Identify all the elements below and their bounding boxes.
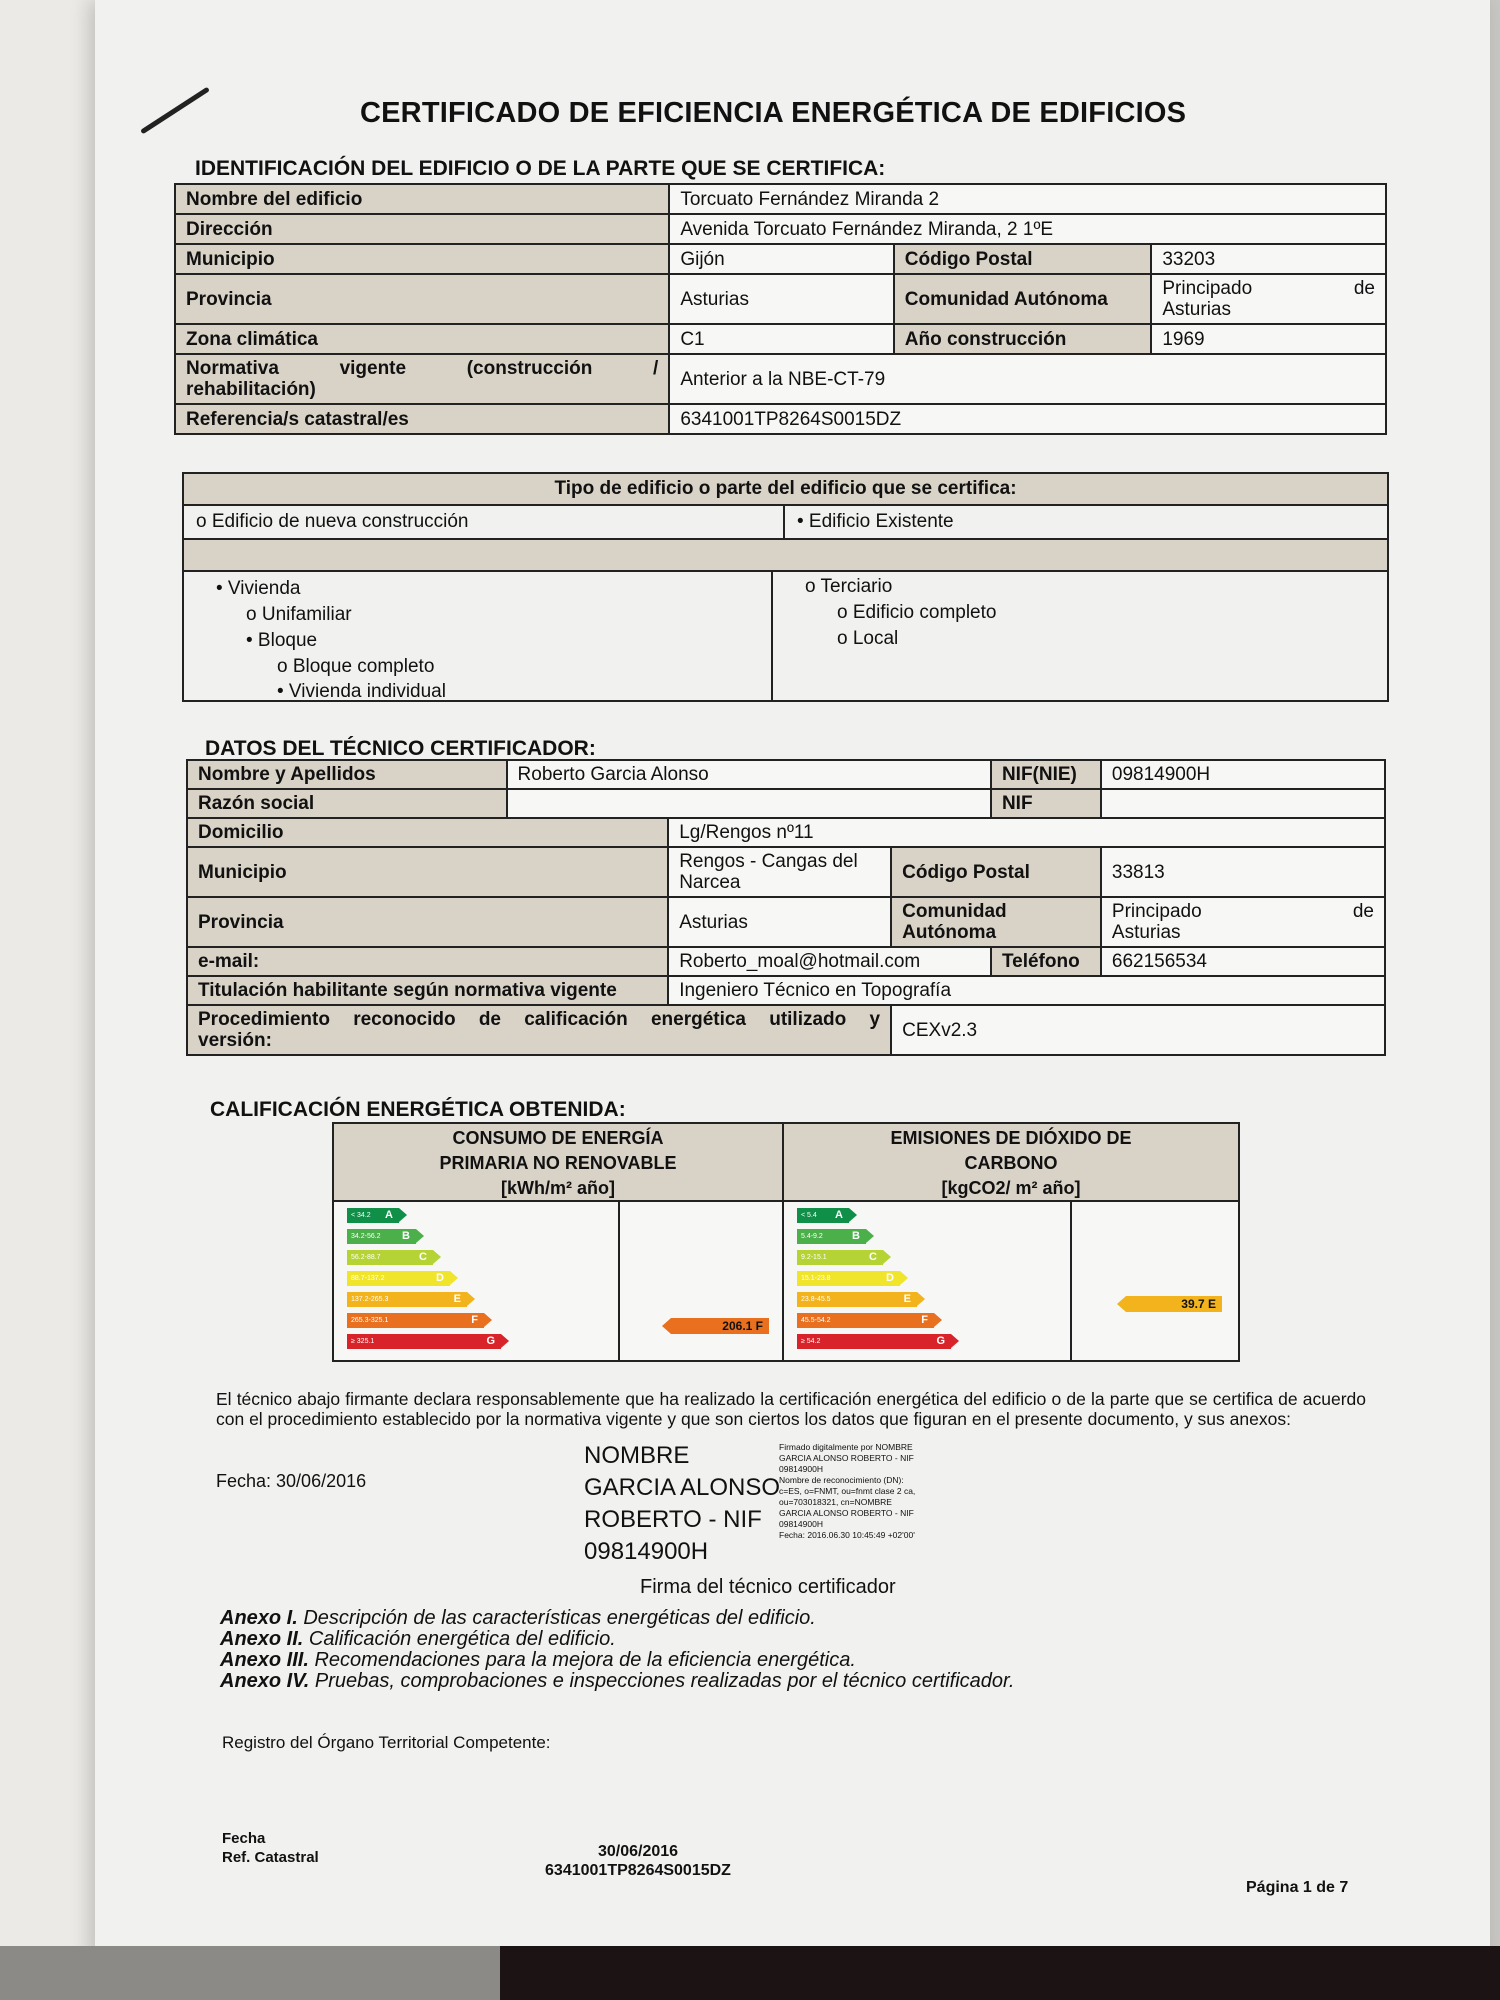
value-nombre-apellidos: Roberto Garcia Alonso [507, 760, 991, 789]
option-edificio-completo: o Edificio completo [837, 602, 997, 623]
scale-bar-f: 265.3-325.1 F [347, 1313, 484, 1328]
scale-bar-g: ≥ 325.1 G [347, 1334, 501, 1349]
value-codigo-postal: 33203 [1151, 244, 1386, 274]
declaration-text: El técnico abajo firmante declara responsablemente que ha realizado la certificación energética del edificio o de la parte que se certifica de acuerdo con el procedimiento establecido por la normativa vigente y que son ciertos los datos que figuran en el presente documento, y sus anexos: [216, 1389, 1366, 1429]
option-unifamiliar: o Unifamiliar [246, 604, 352, 625]
label-domicilio: Domicilio [187, 818, 668, 847]
section-heading-calificacion: CALIFICACIÓN ENERGÉTICA OBTENIDA: [210, 1098, 626, 1121]
label-normativa: Normativa vigente (construcción / rehabilitación) [175, 354, 669, 404]
label-provincia: Provincia [175, 274, 669, 324]
label-anio-construccion: Año construcción [894, 324, 1152, 354]
scale-bar-c: 9.2-15.1 C [797, 1250, 883, 1265]
scale-bar-d: 88.7-137.2 D [347, 1271, 450, 1286]
value-comunidad-autonoma: Principado de Asturias [1151, 274, 1386, 324]
digital-signature-name: NOMBRE GARCIA ALONSO ROBERTO - NIF 09814900H [584, 1442, 781, 1565]
footer-labels: Fecha Ref. Catastral [222, 1830, 319, 1866]
option-edificio-existente: • Edificio Existente [797, 511, 954, 532]
value-nif-nie: 09814900H [1101, 760, 1385, 789]
scale-bar-b: 5.4-9.2 B [797, 1229, 866, 1244]
label-telefono: Teléfono [991, 947, 1101, 976]
value-nif [1101, 789, 1385, 818]
consumo-header: CONSUMO DE ENERGÍA PRIMARIA NO RENOVABLE [kWh/m² año] [334, 1124, 784, 1202]
option-vivienda-individual: • Vivienda individual [277, 681, 446, 702]
label-municipio-tecnico: Municipio [187, 847, 668, 897]
emisiones-header: EMISIONES DE DIÓXIDO DE CARBONO [kgCO2/ m² año] [784, 1124, 1238, 1202]
scale-bar-a: < 5.4 A [797, 1208, 849, 1223]
tecnico-table [186, 759, 1386, 1056]
registro-label: Registro del Órgano Territorial Competente: [222, 1733, 551, 1752]
scale-bar-e: 23.8-45.5 E [797, 1292, 917, 1307]
label-nombre-apellidos: Nombre y Apellidos [187, 760, 507, 789]
label-referencia-catastral: Referencia/s catastral/es [175, 404, 669, 434]
value-direccion: Avenida Torcuato Fernández Miranda, 2 1ºE [669, 214, 1386, 244]
table-surface [0, 1946, 1500, 2000]
option-bloque-completo: o Bloque completo [277, 656, 435, 677]
page-underlay [0, 0, 110, 2000]
label-nombre-edificio: Nombre del edificio [175, 184, 669, 214]
value-codigo-postal-tecnico: 33813 [1101, 847, 1385, 897]
footer-values: 30/06/2016 6341001TP8264S0015DZ [545, 1843, 731, 1879]
value-anio-construccion: 1969 [1151, 324, 1386, 354]
anexo-item: Anexo III. Recomendaciones para la mejora de la eficiencia energética. [220, 1649, 856, 1671]
label-razon-social: Razón social [187, 789, 507, 818]
scale-bar-d: 15.1-23.8 D [797, 1271, 900, 1286]
section-heading-identificacion: IDENTIFICACIÓN DEL EDIFICIO O DE LA PARTE QUE SE CERTIFICA: [195, 157, 886, 180]
scale-bar-c: 56.2-88.7 C [347, 1250, 433, 1265]
value-email: Roberto_moal@hotmail.com [668, 947, 991, 976]
value-telefono: 662156534 [1101, 947, 1385, 976]
value-provincia: Asturias [669, 274, 893, 324]
value-domicilio: Lg/Rengos nº11 [668, 818, 1385, 847]
page-number: Página 1 de 7 [1246, 1879, 1349, 1896]
scale-bar-g: ≥ 54.2 G [797, 1334, 951, 1349]
value-municipio: Gijón [669, 244, 893, 274]
identificacion-table [174, 183, 1387, 435]
value-zona-climatica: C1 [669, 324, 893, 354]
value-provincia-tecnico: Asturias [668, 897, 891, 947]
label-titulacion: Titulación habilitante según normativa vigente [187, 976, 668, 1005]
label-comunidad-autonoma-tecnico: Comunidad Autónoma [891, 897, 1101, 947]
fecha-firma: Fecha: 30/06/2016 [216, 1471, 367, 1491]
scale-bar-a: < 34.2 A [347, 1208, 399, 1223]
option-terciario: o Terciario [805, 576, 893, 597]
tipo-heading: Tipo de edificio o parte del edificio que se certifica: [184, 474, 1387, 506]
value-razon-social [507, 789, 991, 818]
value-referencia-catastral: 6341001TP8264S0015DZ [669, 404, 1386, 434]
scale-bar-e: 137.2-265.3 E [347, 1292, 467, 1307]
value-normativa: Anterior a la NBE-CT-79 [669, 354, 1386, 404]
section-heading-tecnico: DATOS DEL TÉCNICO CERTIFICADOR: [205, 737, 596, 760]
consumo-result: 206.1 F [671, 1318, 769, 1334]
label-procedimiento: Procedimiento reconocido de calificación energética utilizado y versión: [187, 1005, 891, 1055]
label-codigo-postal: Código Postal [894, 244, 1152, 274]
tipo-edificio-box [182, 472, 1389, 702]
label-comunidad-autonoma: Comunidad Autónoma [894, 274, 1152, 324]
value-comunidad-autonoma-tecnico: Principado de Asturias [1101, 897, 1385, 947]
value-procedimiento: CEXv2.3 [891, 1005, 1385, 1055]
anexo-item: Anexo II. Calificación energética del edificio. [220, 1628, 616, 1650]
label-nif: NIF [991, 789, 1101, 818]
value-nombre-edificio: Torcuato Fernández Miranda 2 [669, 184, 1386, 214]
digital-signature-detail: Firmado digitalmente por NOMBRE GARCIA ALONSO ROBERTO - NIF 09814900H Nombre de reconocimiento (DN): c=ES, o=FNMT, ou=fnmt clase 2 ca, ou=703018321, cn=NOMBRE GARCIA ALONSO ROBERTO - NIF 09814900H Fecha: 2016.06.30 10:45:49 +02'00' [779, 1442, 916, 1540]
anexos-list [220, 1608, 1015, 1692]
label-email: e-mail: [187, 947, 668, 976]
label-municipio: Municipio [175, 244, 669, 274]
option-vivienda: • Vivienda [216, 578, 301, 599]
signature-caption: Firma del técnico certificador [640, 1576, 896, 1598]
scale-bar-f: 45.5-54.2 F [797, 1313, 934, 1328]
anexo-item: Anexo IV. Pruebas, comprobaciones e inspecciones realizadas por el técnico certificador. [220, 1670, 1015, 1692]
label-zona-climatica: Zona climática [175, 324, 669, 354]
label-direccion: Dirección [175, 214, 669, 244]
scale-bar-b: 34.2-56.2 B [347, 1229, 416, 1244]
option-bloque: • Bloque [246, 630, 318, 651]
rating-box [332, 1122, 1240, 1362]
option-nueva-construccion: o Edificio de nueva construcción [184, 506, 785, 538]
emisiones-result: 39.7 E [1126, 1296, 1222, 1312]
label-provincia-tecnico: Provincia [187, 897, 668, 947]
anexo-item: Anexo I. Descripción de las características energéticas del edificio. [220, 1607, 816, 1629]
label-nif-nie: NIF(NIE) [991, 760, 1101, 789]
value-municipio-tecnico: Rengos - Cangas del Narcea [668, 847, 891, 897]
option-local: o Local [837, 628, 899, 649]
value-titulacion: Ingeniero Técnico en Topografía [668, 976, 1385, 1005]
document-title: CERTIFICADO DE EFICIENCIA ENERGÉTICA DE EDIFICIOS [360, 97, 1187, 129]
label-codigo-postal-tecnico: Código Postal [891, 847, 1101, 897]
